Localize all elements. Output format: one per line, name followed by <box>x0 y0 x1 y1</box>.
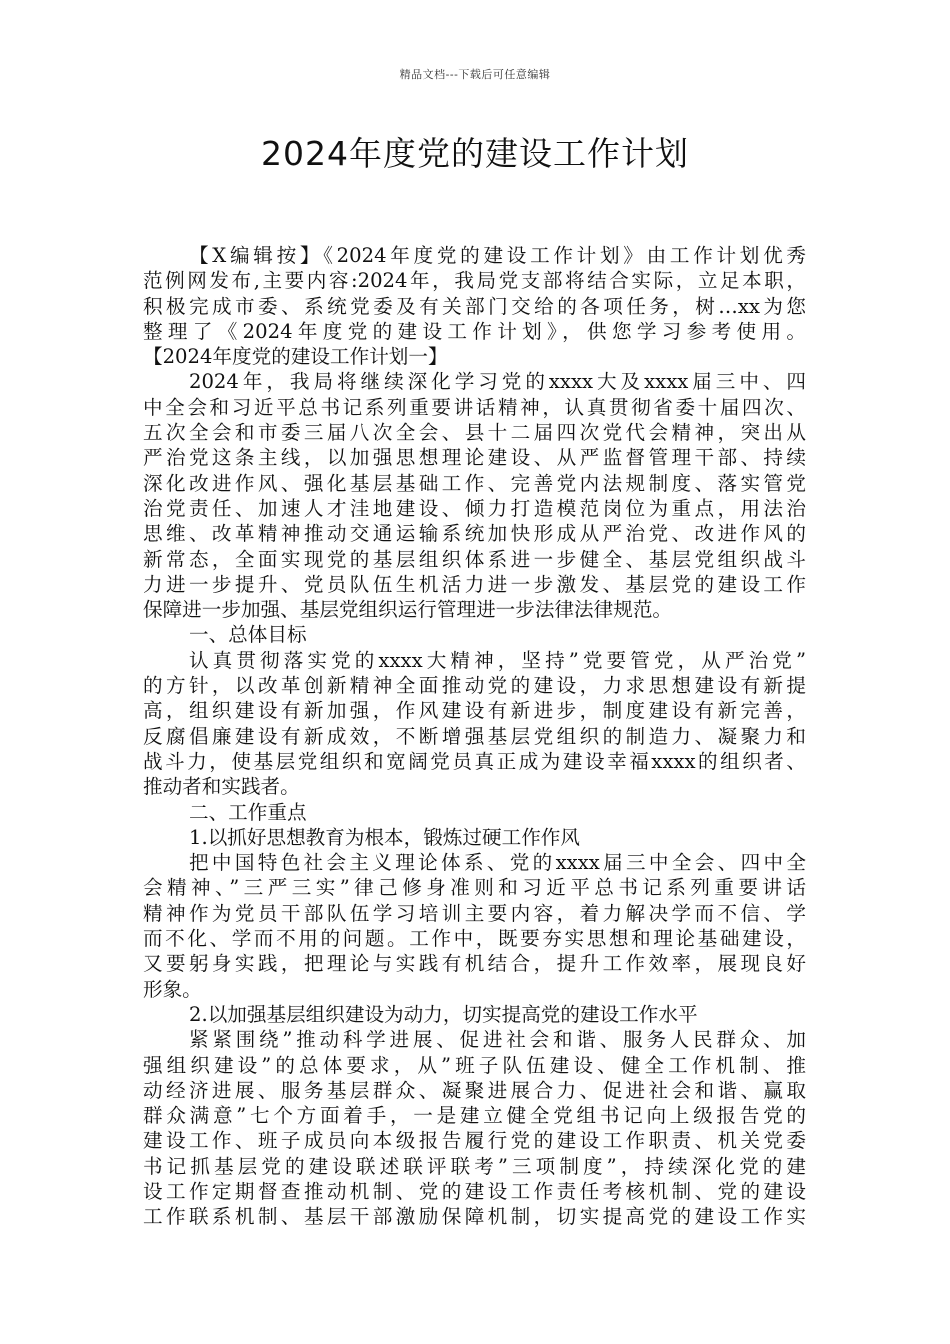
text-line: 力进一步提升、党员队伍生机活力进一步激发、基层党的建设工作 <box>143 572 806 596</box>
text-line: 战斗力，使基层党组织和宽阔党员真正成为建设幸福xxxx的组织者、 <box>143 749 806 773</box>
text-line: 工作联系机制、基层干部激励保障机制，切实提高党的建设工作实 <box>143 1205 806 1229</box>
text-line: 深化改进作风、强化基层基础工作、完善党内法规制度、落实管党 <box>143 471 806 495</box>
text-line: 会精神、”三严三实”律己修身准则和习近平总书记系列重要讲话 <box>143 876 806 900</box>
text-line: 而不化、学而不用的问题。工作中，既要夯实思想和理论基础建设， <box>143 927 806 951</box>
text-line: 治党责任、加速人才洼地建设、倾力打造模范岗位为重点，用法治 <box>143 496 806 520</box>
text-line: 又要躬身实践，把理论与实践有机结合，提升工作效率，展现良好 <box>143 952 806 976</box>
text-line: 五次全会和市委三届八次全会、县十二届四次党代会精神，突出从 <box>143 421 806 445</box>
text-line: 二、工作重点 <box>189 800 307 824</box>
text-line: 的方针，以改革创新精神全面推动党的建设，力求思想建设有新提 <box>143 674 806 698</box>
text-line: 强组织建设”的总体要求，从”班子队伍建设、健全工作机制、推 <box>143 1053 806 1077</box>
text-line: 反腐倡廉建设有新成效，不断增强基层党组织的制造力、凝聚力和 <box>143 724 806 748</box>
text-line: 设工作定期督查推动机制、党的建设工作责任考核机制、党的建设 <box>143 1179 806 1203</box>
text-line: 1.以抓好思想教育为根本，锻炼过硬工作作风 <box>189 825 580 849</box>
text-line: 形象。 <box>143 977 202 1001</box>
text-line: 【X编辑按】《2024年度党的建设工作计划》由工作计划优秀 <box>189 244 806 267</box>
text-line: 2.以加强基层组织建设为动力，切实提高党的建设工作水平 <box>189 1002 698 1026</box>
text-line: 积极完成市委、系统党委及有关部门交给的各项任务，树…xx为您 <box>143 294 806 318</box>
text-line: 保障进一步加强、基层党组织运行管理进一步法律法律规范。 <box>143 598 673 622</box>
text-line: 2024年，我局将继续深化学习党的xxxx大及xxxx届三中、四 <box>189 370 806 394</box>
text-line: 严治党这条主线，以加强思想理论建设、从严监督管理干部、持续 <box>143 446 806 470</box>
text-line: 紧紧围绕”推动科学进展、促进社会和谐、服务人民群众、加 <box>189 1028 806 1052</box>
text-line: 中全会和习近平总书记系列重要讲话精神，认真贯彻省委十届四次、 <box>143 395 806 419</box>
text-line: 建设工作、班子成员向本级报告履行党的建设工作职责、机关党委 <box>143 1129 806 1153</box>
text-line: 群众满意”七个方面着手，一是建立健全党组书记向上级报告党的 <box>143 1104 806 1128</box>
text-line: 动经济进展、服务基层群众、凝聚进展合力、促进社会和谐、赢取 <box>143 1078 806 1102</box>
text-line: 一、总体目标 <box>189 623 307 647</box>
document-body <box>143 243 806 1230</box>
document-title: 2024年度党的建设工作计划 <box>261 134 689 173</box>
text-line: 范例网发布,主要内容:2024年，我局党支部将结合实际，立足本职， <box>143 269 806 293</box>
text-line: 新常态，全面实现党的基层组织体系进一步健全、基层党组织战斗 <box>143 547 806 571</box>
text-line: 把中国特色社会主义理论体系、党的xxxx届三中全会、四中全 <box>189 851 806 875</box>
text-line: 书记抓基层党的建设联述联评联考”三项制度”，持续深化党的建 <box>143 1154 806 1178</box>
text-line: 【2024年度党的建设工作计划一】 <box>143 345 448 369</box>
text-line: 推动者和实践者。 <box>143 775 300 799</box>
text-line: 精神作为党员干部队伍学习培训主要内容，着力解决学而不信、学 <box>143 901 806 925</box>
page-header: 精品文档---下载后可任意编辑 <box>399 68 551 81</box>
text-line: 思维、改革精神推动交通运输系统加快形成从严治党、改进作风的 <box>143 522 806 546</box>
text-line: 认真贯彻落实党的xxxx大精神，坚持”党要管党，从严治党” <box>189 648 806 672</box>
text-line: 高，组织建设有新加强，作风建设有新进步，制度建设有新完善， <box>143 699 806 723</box>
text-line: 整理了《2024年度党的建设工作计划》，供您学习参考使用。 <box>143 319 806 343</box>
